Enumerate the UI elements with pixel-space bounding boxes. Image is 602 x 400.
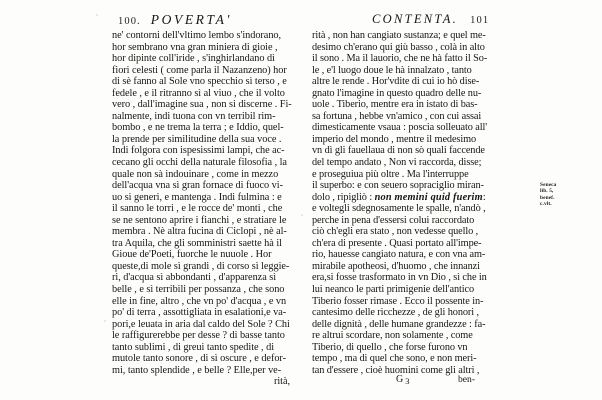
marginal-note-line: lib. 5,: [540, 188, 554, 195]
text-line: hor dipinte coll'iride , s'inghirlandano di: [112, 53, 275, 65]
text-line: uole . Tiberio, mentre era in istato di bas-: [312, 99, 478, 111]
text-line: del tempo andato , Non vi raccorda, disse;: [312, 157, 482, 169]
text-line: altre le rende . Hor'vdite di cui io hò dise-: [312, 76, 480, 88]
text-line: cecano gli occhi della naturale filosofia , la: [112, 157, 287, 169]
text-line-with-quote: [312, 192, 538, 204]
scan-speck: [104, 320, 106, 322]
marginal-note-line: Seneca: [540, 182, 557, 188]
text-line: perche in pena d'essersi colui raccordato: [312, 214, 475, 226]
text-line: hor sembrano vna gran miniera di gioie ,: [112, 41, 278, 53]
text-line: le , e'l luogo doue le hà innalzato , tanto: [312, 64, 472, 76]
text-line: quale non sà indouinare , come in mezzo: [112, 168, 279, 180]
running-head-right: [372, 12, 489, 28]
text-line: mirabile apotheosi, d'huomo , che innanzi: [312, 260, 480, 272]
running-head-title-left: POVERTA': [150, 12, 232, 27]
text-line: uo si generi, e mantenga . Indi fulmina : e: [112, 191, 282, 203]
text-line: queste,di mole sì grandi , di corso sì leggie-: [112, 260, 290, 272]
text-line-last: rità,: [273, 376, 290, 388]
text-line-fragment: dolo , ripigliò :: [312, 191, 373, 203]
text-line: ciò ch'egli era stato , non vedesse quello ,: [312, 226, 479, 238]
text-line: il sono . Ma il lauorio, che ne hà fatto il So-: [312, 53, 488, 65]
text-line: ch'era di presente . Quasi portato all'impe-: [312, 237, 482, 249]
signature-mark: [396, 374, 411, 385]
text-line: e voltegli sdegnosamente le spalle, n'andò ,: [312, 203, 486, 215]
text-line: vn dì gli fauellaua di non sò quali faccende: [312, 145, 485, 157]
text-column-left: [112, 30, 308, 388]
text-line: pori,e leuata in aria dal caldo del Sole ? Chi: [112, 318, 290, 330]
text-line: e proseguiua più oltre . Ma l'interruppe: [312, 168, 469, 180]
marginal-note-line: c.vlt.: [540, 201, 552, 208]
catchword: ben-: [458, 374, 476, 385]
text-line: belle , e sì terribili per possanza , che sono: [112, 284, 285, 296]
text-line: rità , non han cangiato sustanza; e quel me-: [312, 30, 486, 41]
page-footer: [312, 374, 538, 388]
text-line: imperio del mondo , mentre il medesimo: [312, 133, 477, 145]
text-line: tempo , ma di quel che sono, e non meri-: [312, 353, 477, 365]
quotation-colon: :: [482, 191, 486, 203]
latin-quotation: non memini quid fuerim: [374, 191, 483, 203]
text-line: il superbo: e con seuero sopraciglio miran-: [312, 180, 484, 192]
text-line: delle dignità , delle humane grandezze : fa-: [312, 318, 486, 330]
text-line: gnato l'imagine in questo quadro delle nu-: [312, 87, 482, 99]
text-line: Tiberio fosser rimase . Ecco il possente in-: [312, 295, 484, 307]
text-line: membra . Nè altra fucina di Ciclopi , nè al-: [112, 226, 287, 238]
text-line: re altrui scordare, non solamente , come: [312, 330, 473, 342]
text-line: le raffigurerebbe per desse ? di basse tanto: [112, 330, 285, 342]
signature-number: 3: [405, 376, 412, 386]
text-line: Tiberio, di quello , che forse furono vn: [312, 341, 468, 353]
text-line: la prende per similitudine della sua voce .: [112, 133, 282, 145]
text-line: elle in fine, altro , che vn po' d'acqua , e vn: [112, 295, 287, 307]
text-line: Gioue de'Poeti, fuorche le nuuole . Hor: [112, 249, 272, 261]
text-line: Indi folgora con ispesissimi lampi, che ac-: [112, 145, 285, 157]
text-line: rio, hauesse cangiato natura, e con vna am-: [312, 249, 486, 261]
text-line: era,si fosse trasformato in vn Dio , sì che in: [312, 272, 487, 284]
text-line: cantesimo delle ricchezze , de gli honori ,: [312, 307, 479, 319]
signature-letter: G: [396, 374, 406, 385]
folio-number-right: 101: [470, 15, 490, 26]
text-line: sa fortuna , hebbe vn'amico , con cui assai: [312, 110, 482, 122]
text-line: tanto sublimi , di greui tanto spedite , di: [112, 341, 275, 353]
text-line: fedele , e il ritranno sì al viuo , che il volto: [112, 87, 285, 99]
scan-speck: [96, 14, 98, 16]
text-line: fiori celesti ( come parla il Nazanzeno) hor: [112, 64, 287, 76]
running-head-title-right: CONTENTA.: [372, 12, 459, 26]
marginal-note-citation: [540, 182, 592, 208]
text-line: nalmente, indi tuona con vn terribil rim-: [112, 110, 276, 122]
marginal-note-line: benef.: [540, 194, 555, 201]
text-line: bombo , e ne trema la terra ; e Iddio, quel-: [112, 122, 284, 134]
text-line: di sè fanno al Sole vno specchio sì terso , e: [112, 76, 287, 88]
text-line: mi, tanto splendide , e belle ? Elle,per ve-: [112, 364, 282, 376]
text-line: dell'acqua vna sì gran fornace di fuoco vi-: [112, 180, 283, 192]
text-line: lui neanco le parti primigenie dell'antico: [312, 284, 475, 296]
text-line: po' di terra , assottigliata in esalationi,e va-: [112, 307, 287, 319]
text-line: desimo ch'erano qui giù basso , colà in alto: [312, 41, 485, 53]
text-line: dimesticamente vsaua : poscia solleuato all': [312, 122, 488, 134]
running-head-left: [118, 12, 242, 28]
text-line: se ne sentono aprire i fianchi , e stratiare le: [112, 214, 287, 226]
text-line: tra Aquila, che gli somministri saette hà il: [112, 237, 282, 249]
text-line: ne' contorni dell'vltimo lembo s'indorano,: [112, 30, 282, 41]
text-line: mutole tanto sonore , di sì oscure , e defor-: [112, 353, 286, 365]
text-line: vero , dall'imagine sua , non si discerne . Fi-: [112, 99, 292, 111]
text-line: tan d'essere , cioè huomini come gli altri ,: [312, 364, 480, 376]
text-column-right: [312, 30, 538, 376]
text-line: ri, d'acqua sì abbondanti , d'apparenza sì: [112, 272, 277, 284]
folio-number-left: 100.: [118, 16, 141, 27]
text-line: il sanno le torri , e le rocce de' monti , che: [112, 203, 283, 215]
